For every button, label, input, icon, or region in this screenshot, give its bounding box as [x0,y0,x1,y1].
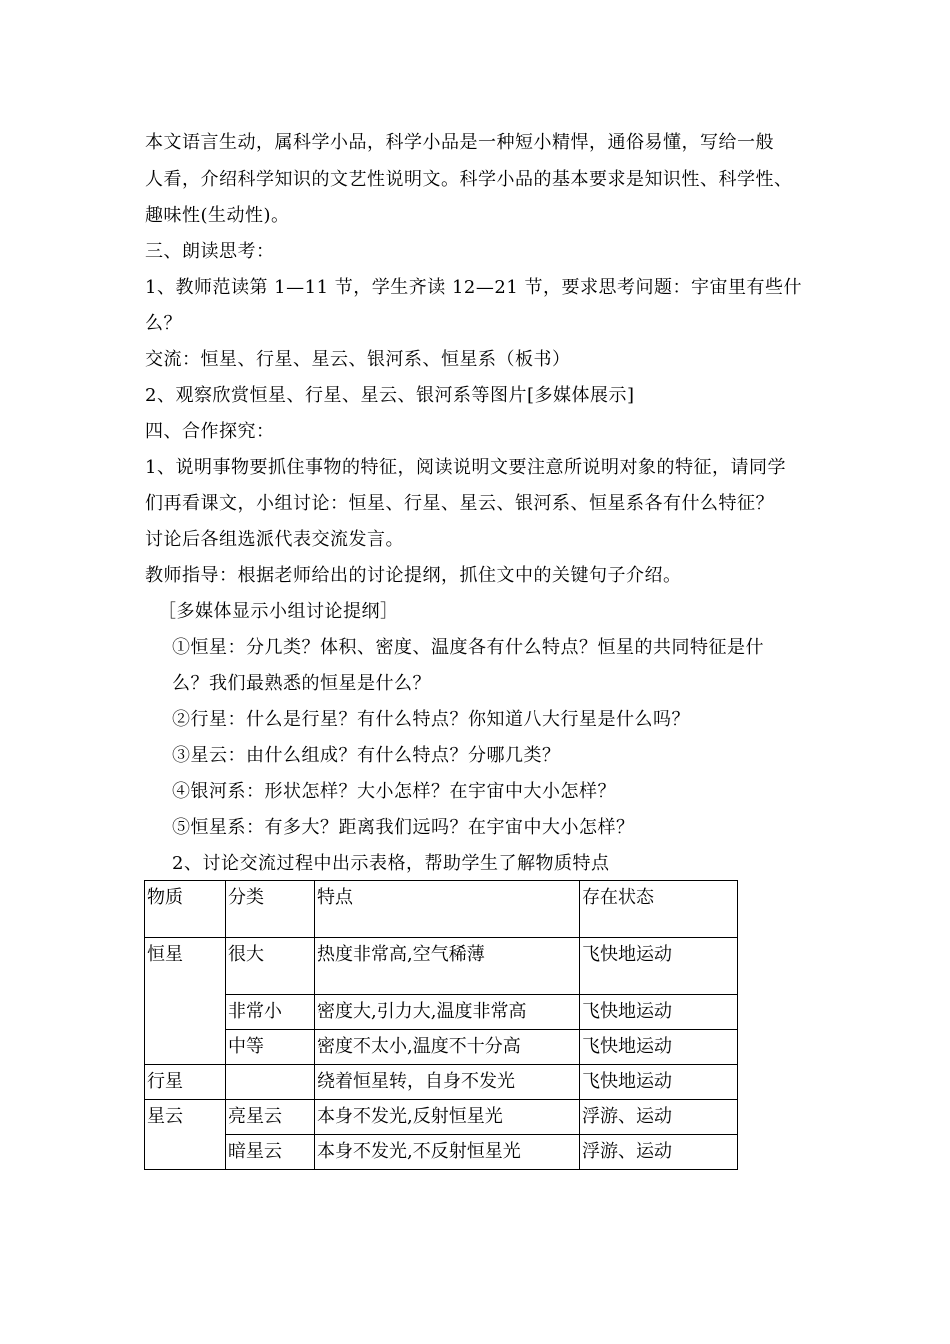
table-row [145,938,738,995]
paragraph-line: 人看，介绍科学知识的文艺性说明文。科学小品的基本要求是知识性、科学性、 [145,169,793,190]
table-cell: 非常小 [226,995,315,1030]
table-row [145,1030,738,1065]
paragraph-line: 2、讨论交流过程中出示表格，帮助学生了解物质特点 [172,853,610,874]
table-header-cell: 存在状态 [580,881,738,938]
table-cell: 密度大,引力大,温度非常高 [315,995,580,1030]
paragraph-line: 本文语言生动，属科学小品，科学小品是一种短小精悍，通俗易懂，写给一般 [145,132,774,153]
table-row [145,995,738,1030]
table-cell: 本身不发光,反射恒星光 [315,1100,580,1135]
table-cell: 热度非常高,空气稀薄 [315,938,580,995]
table-cell: 星云 [145,1100,226,1170]
table-header-cell: 分类 [226,881,315,938]
table-header-cell: 物质 [145,881,226,938]
paragraph-line: 们再看课文，小组讨论：恒星、行星、星云、银河系、恒星系各有什么特征？ [145,493,774,514]
paragraph-line: 1、说明事物要抓住事物的特征，阅读说明文要注意所说明对象的特征，请同学 [145,457,786,478]
table-cell: 绕着恒星转，自身不发光 [315,1065,580,1100]
table-row [145,1135,738,1170]
table-cell: 很大 [226,938,315,995]
table-cell: 行星 [145,1065,226,1100]
table-header-cell: 特点 [315,881,580,938]
paragraph-line: 2、观察欣赏恒星、行星、星云、银河系等图片[多媒体展示] [145,385,635,406]
table-cell: 中等 [226,1030,315,1065]
outline-item: ②行星：什么是行星？有什么特点？你知道八大行星是什么吗？ [172,709,690,730]
matter-properties-table [144,880,738,1170]
table-row [145,1100,738,1135]
outline-item: ③星云：由什么组成？有什么特点？分哪几类？ [172,745,561,766]
table-cell: 飞快地运动 [580,1030,738,1065]
table-row [145,1065,738,1100]
table-cell: 飞快地运动 [580,938,738,995]
paragraph-line: ［多媒体显示小组讨论提纲］ [158,601,399,622]
section-heading: 四、合作探究： [145,421,275,442]
paragraph-line: 1、教师范读第 1—11 节，学生齐读 12—21 节，要求思考问题：宇宙里有些什 [145,277,803,298]
table-cell: 亮星云 [226,1100,315,1135]
table-cell: 飞快地运动 [580,1065,738,1100]
table-header-row [145,881,738,938]
outline-item: ①恒星：分几类？体积、密度、温度各有什么特点？恒星的共同特征是什 [172,637,764,658]
section-heading: 三、朗读思考： [145,241,275,262]
table-cell: 飞快地运动 [580,995,738,1030]
table-cell: 本身不发光,不反射恒星光 [315,1135,580,1170]
paragraph-line: 讨论后各组选派代表交流发言。 [145,529,404,550]
table-cell: 浮游、运动 [580,1135,738,1170]
paragraph-line: 趣味性(生动性)。 [145,205,290,226]
paragraph-line: 么？ [145,313,182,334]
outline-item: 么？我们最熟悉的恒星是什么？ [172,673,431,694]
table-cell [226,1065,315,1100]
paragraph-line: 教师指导：根据老师给出的讨论提纲，抓住文中的关键句子介绍。 [145,565,682,586]
paragraph-line: 交流：恒星、行星、星云、银河系、恒星系（板书） [145,349,571,370]
outline-item: ⑤恒星系：有多大？距离我们远吗？在宇宙中大小怎样？ [172,817,635,838]
table-cell: 密度不太小,温度不十分高 [315,1030,580,1065]
table-cell: 暗星云 [226,1135,315,1170]
table-cell: 恒星 [145,938,226,1065]
table-cell: 浮游、运动 [580,1100,738,1135]
outline-item: ④银河系：形状怎样？大小怎样？在宇宙中大小怎样？ [172,781,616,802]
